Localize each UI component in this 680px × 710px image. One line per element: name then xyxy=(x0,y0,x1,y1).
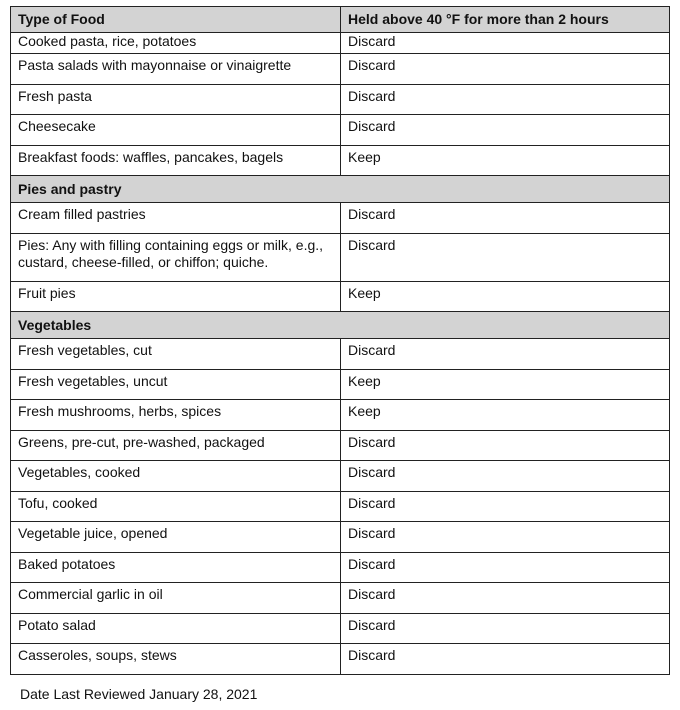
last-reviewed-date: Date Last Reviewed January 28, 2021 xyxy=(20,686,258,702)
action-cell: Discard xyxy=(341,84,670,115)
food-type-cell: Vegetable juice, opened xyxy=(11,522,341,553)
action-cell: Discard xyxy=(341,203,670,234)
food-type-cell: Fresh vegetables, cut xyxy=(11,339,341,370)
food-type-cell: Tofu, cooked xyxy=(11,491,341,522)
action-cell: Keep xyxy=(341,281,670,312)
action-cell: Discard xyxy=(341,583,670,614)
food-type-cell: Baked potatoes xyxy=(11,552,341,583)
food-safety-table-container xyxy=(10,6,669,675)
action-cell: Keep xyxy=(341,145,670,176)
section-title: Pies and pastry xyxy=(11,176,670,203)
action-cell: Discard xyxy=(341,233,670,281)
table-row xyxy=(11,644,670,675)
table-row xyxy=(11,145,670,176)
food-type-cell: Fresh vegetables, uncut xyxy=(11,369,341,400)
table-row xyxy=(11,369,670,400)
table-header-row xyxy=(11,7,670,33)
header-type-of-food: Type of Food xyxy=(11,7,341,33)
table-row xyxy=(11,491,670,522)
food-type-cell: Greens, pre-cut, pre-washed, packaged xyxy=(11,430,341,461)
table-row xyxy=(11,233,670,281)
action-cell: Discard xyxy=(341,552,670,583)
action-cell: Discard xyxy=(341,491,670,522)
food-type-cell: Fresh pasta xyxy=(11,84,341,115)
table-row xyxy=(11,203,670,234)
section-header-row xyxy=(11,176,670,203)
food-type-cell: Cream filled pastries xyxy=(11,203,341,234)
table-row xyxy=(11,33,670,54)
food-type-cell: Pasta salads with mayonnaise or vinaigrette xyxy=(11,54,341,85)
table-row xyxy=(11,115,670,146)
table-row xyxy=(11,613,670,644)
action-cell: Discard xyxy=(341,644,670,675)
food-type-cell: Pies: Any with filling containing eggs or milk, e.g., custard, cheese-filled, or chiffon; quiche. xyxy=(11,233,341,281)
table-row xyxy=(11,281,670,312)
action-cell: Keep xyxy=(341,369,670,400)
table-row xyxy=(11,430,670,461)
action-cell: Discard xyxy=(341,461,670,492)
food-safety-table xyxy=(10,6,670,675)
section-title: Vegetables xyxy=(11,312,670,339)
food-type-cell: Commercial garlic in oil xyxy=(11,583,341,614)
table-row xyxy=(11,54,670,85)
food-type-cell: Potato salad xyxy=(11,613,341,644)
food-type-cell: Cooked pasta, rice, potatoes xyxy=(11,33,341,54)
table-row xyxy=(11,583,670,614)
action-cell: Discard xyxy=(341,54,670,85)
food-type-cell: Cheesecake xyxy=(11,115,341,146)
action-cell: Discard xyxy=(341,430,670,461)
food-type-cell: Casseroles, soups, stews xyxy=(11,644,341,675)
food-type-cell: Fresh mushrooms, herbs, spices xyxy=(11,400,341,431)
table-row xyxy=(11,339,670,370)
action-cell: Discard xyxy=(341,613,670,644)
action-cell: Discard xyxy=(341,522,670,553)
action-cell: Keep xyxy=(341,400,670,431)
table-row xyxy=(11,552,670,583)
table-row xyxy=(11,400,670,431)
action-cell: Discard xyxy=(341,339,670,370)
table-body xyxy=(11,33,670,675)
table-row xyxy=(11,522,670,553)
food-type-cell: Breakfast foods: waffles, pancakes, bagels xyxy=(11,145,341,176)
header-held-above: Held above 40 °F for more than 2 hours xyxy=(341,7,670,33)
action-cell: Discard xyxy=(341,33,670,54)
table-row xyxy=(11,84,670,115)
food-type-cell: Vegetables, cooked xyxy=(11,461,341,492)
food-type-cell: Fruit pies xyxy=(11,281,341,312)
section-header-row xyxy=(11,312,670,339)
action-cell: Discard xyxy=(341,115,670,146)
table-row xyxy=(11,461,670,492)
